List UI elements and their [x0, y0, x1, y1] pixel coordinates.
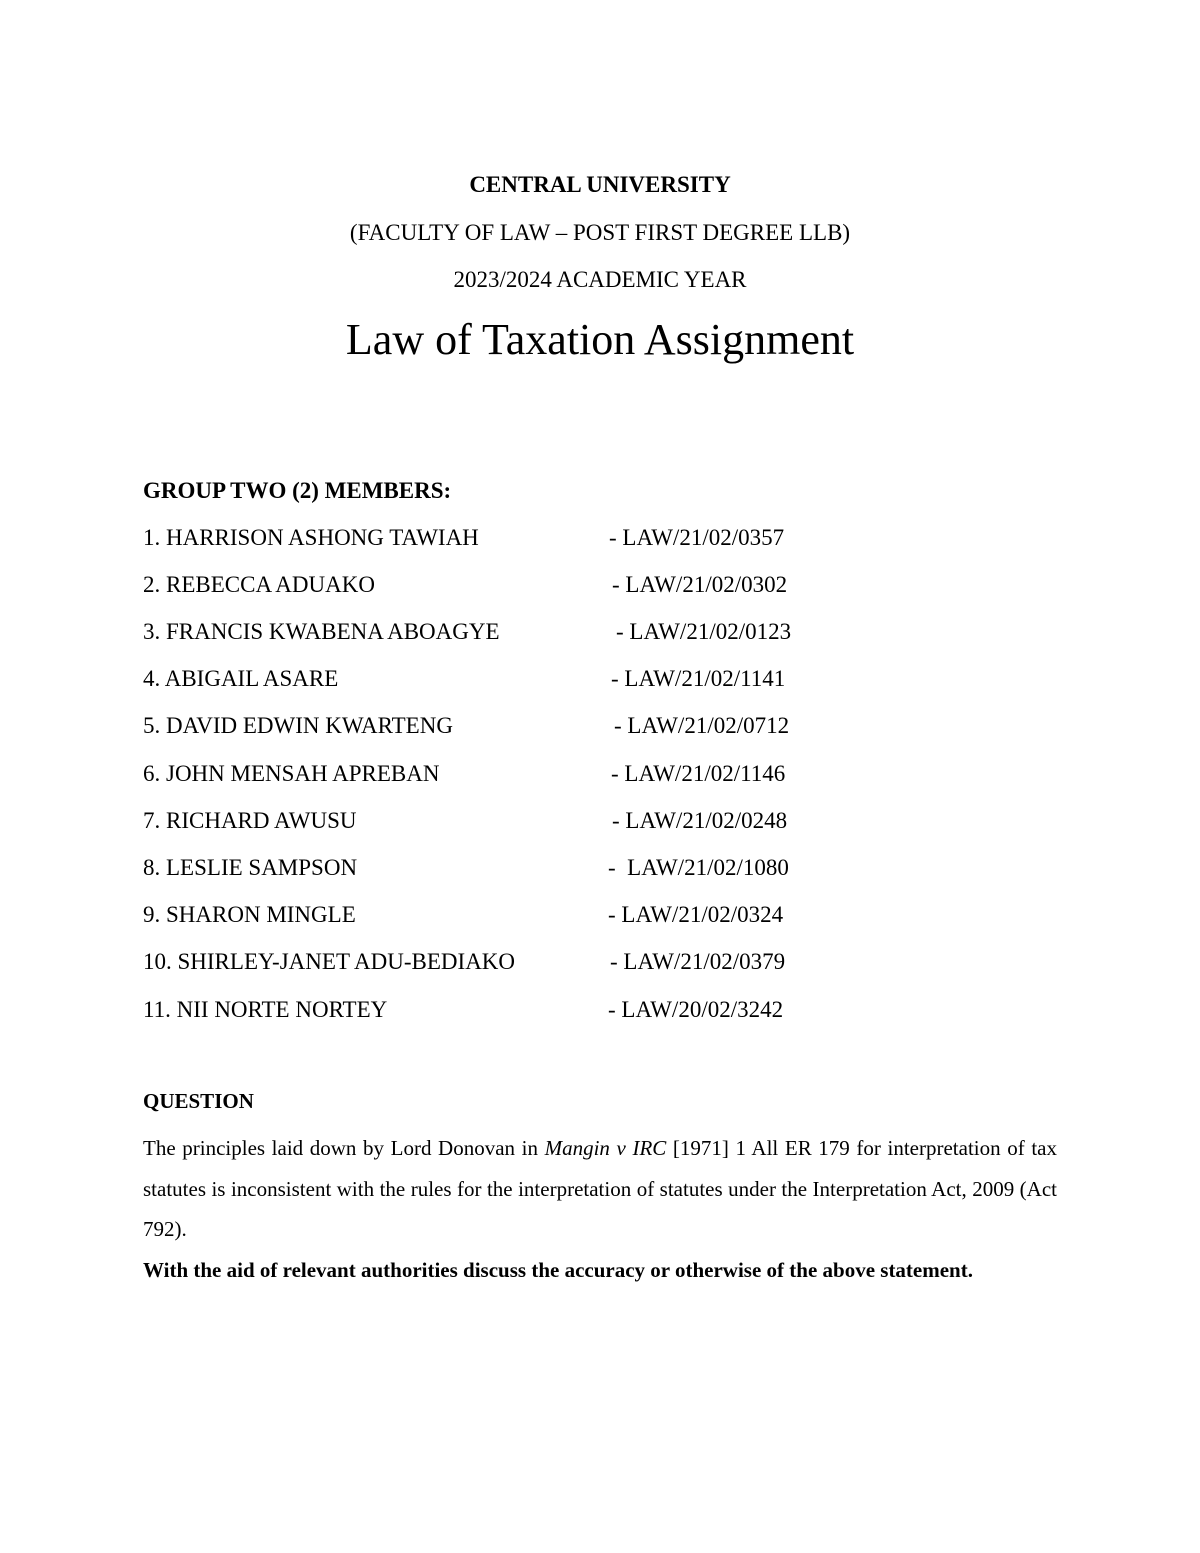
member-row: [143, 806, 863, 836]
member-id: - LAW/21/02/0379: [610, 949, 786, 974]
member-name: 10. SHIRLEY-JANET ADU-BEDIAKO: [143, 949, 516, 974]
member-id: - LAW/21/02/0302: [612, 572, 788, 597]
member-name: 9. SHARON MINGLE: [143, 902, 356, 927]
member-row: [143, 853, 863, 883]
member-row: [143, 570, 863, 600]
group-heading: GROUP TWO (2) MEMBERS:: [143, 478, 452, 503]
question-text-end: [1971] 1 All ER 179 for interpretation of tax statutes is inconsistent with the rules for the interpretation of statutes under the Interpretation Act, 2009 (Act 792).: [143, 1136, 1057, 1241]
member-name: 5. DAVID EDWIN KWARTENG: [143, 713, 453, 738]
member-row: [143, 995, 863, 1025]
member-id: - LAW/20/02/3242: [608, 997, 784, 1022]
member-id: - LAW/21/02/0123: [616, 619, 792, 644]
member-name: 6. JOHN MENSAH APREBAN: [143, 761, 440, 786]
member-name: 2. REBECCA ADUAKO: [143, 572, 375, 597]
member-id: - LAW/21/02/1080: [608, 855, 789, 880]
question-body: [143, 1128, 1057, 1250]
member-id: - LAW/21/02/0324: [608, 902, 784, 927]
member-row: [143, 759, 863, 789]
case-name: Mangin v IRC: [544, 1136, 667, 1160]
member-name: 4. ABIGAIL ASARE: [143, 666, 339, 691]
member-row: [143, 617, 863, 647]
member-name: 7. RICHARD AWUSU: [143, 808, 357, 833]
member-id: - LAW/21/02/0712: [614, 713, 790, 738]
member-id: - LAW/21/02/0248: [612, 808, 788, 833]
member-name: 1. HARRISON ASHONG TAWIAH: [143, 525, 479, 550]
institution-name: CENTRAL UNIVERSITY: [469, 172, 731, 197]
document-title: Law of Taxation Assignment: [345, 315, 855, 364]
member-row: [143, 711, 863, 741]
member-row: [143, 523, 863, 553]
academic-year: 2023/2024 ACADEMIC YEAR: [453, 267, 747, 292]
faculty-line: (FACULTY OF LAW – POST FIRST DEGREE LLB): [349, 220, 851, 245]
member-id: - LAW/21/02/1146: [611, 761, 786, 786]
member-name: 11. NII NORTE NORTEY: [143, 997, 388, 1022]
question-heading: QUESTION: [143, 1089, 254, 1113]
member-name: 8. LESLIE SAMPSON: [143, 855, 358, 880]
member-id: - LAW/21/02/1141: [611, 666, 786, 691]
member-name: 3. FRANCIS KWABENA ABOAGYE: [143, 619, 500, 644]
question-text-start: The principles laid down by Lord Donovan in: [143, 1136, 545, 1160]
member-id: - LAW/21/02/0357: [609, 525, 785, 550]
member-row: [143, 664, 863, 694]
question-instruction: With the aid of relevant authorities discuss the accuracy or otherwise of the above statement.: [143, 1258, 973, 1282]
member-row: [143, 900, 863, 930]
member-row: [143, 947, 863, 977]
